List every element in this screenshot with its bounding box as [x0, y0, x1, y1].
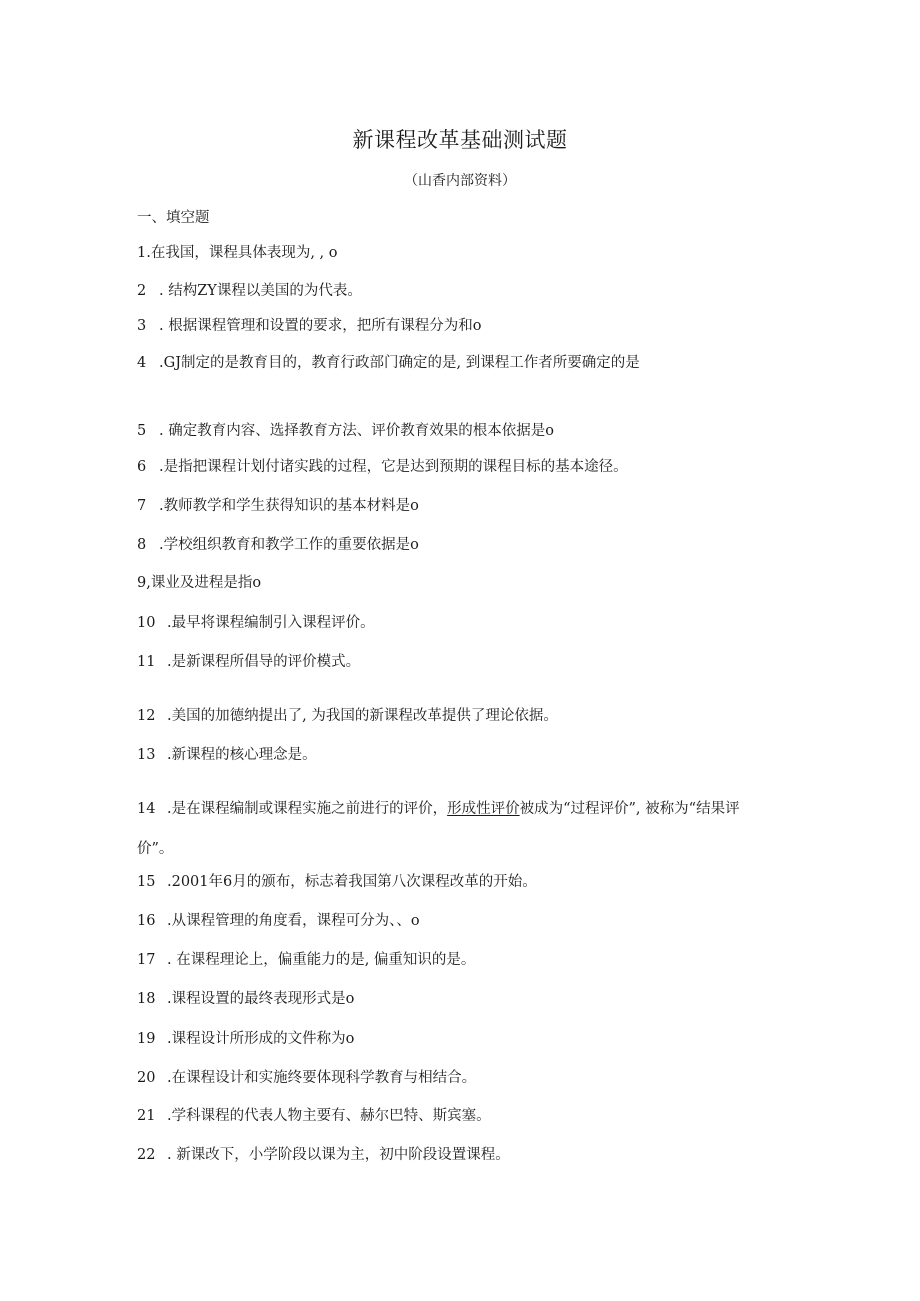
question-number: 7	[137, 498, 147, 514]
question-3	[137, 316, 777, 336]
question-text: .课程设置的最终表现形式是o	[167, 991, 355, 1007]
question-number: 8	[137, 537, 147, 553]
question-text: 课业及进程是指o	[150, 575, 262, 591]
question-number: 13	[137, 747, 156, 763]
question-number: 3	[137, 318, 147, 334]
question-text: .从课程管理的角度看，课程可分为、、o	[167, 913, 420, 929]
section-heading: 一、填空题	[137, 210, 210, 226]
question-2	[137, 281, 777, 301]
question-text: .学科课程的代表人物主要有、赫尔巴特、斯宾塞。	[167, 1108, 491, 1124]
question-13	[137, 745, 777, 765]
question-text: .美国的加德纳提出了, 为我国的新课程改革提供了理论依据。	[167, 708, 558, 724]
question-12	[137, 706, 777, 726]
question-19	[137, 1029, 777, 1049]
question-number: 11	[137, 654, 156, 670]
question-22	[137, 1145, 777, 1165]
question-16	[137, 911, 777, 931]
question-number: 22	[137, 1147, 156, 1163]
question-7	[137, 496, 777, 516]
question-number: 4	[137, 355, 147, 371]
document-title: 新课程改革基础测试题	[352, 128, 568, 152]
question-18	[137, 989, 777, 1009]
question-4	[137, 353, 777, 373]
question-10	[137, 613, 777, 633]
question-text: .在课程设计和实施终要体现科学教育与相结合。	[167, 1070, 477, 1086]
question-text: .是新课程所倡导的评价模式。	[167, 654, 361, 670]
document-subtitle: （山香内部资料）	[404, 173, 516, 189]
question-number: 18	[137, 991, 156, 1007]
question-8	[137, 535, 777, 555]
underlined-term: 形成性评价	[447, 801, 520, 817]
question-11	[137, 652, 777, 672]
question-number: 9,	[137, 575, 151, 591]
question-number: 14	[137, 801, 156, 817]
question-6	[137, 457, 777, 477]
question-number: 19	[137, 1031, 156, 1047]
question-17	[137, 950, 777, 970]
question-5	[137, 421, 777, 441]
question-number: 6	[137, 459, 147, 475]
question-text: 在我国，课程具体表现为, , o	[150, 245, 338, 261]
question-text: .最早将课程编制引入课程评价。	[167, 615, 375, 631]
question-text: . 根据课程管理和设置的要求，把所有课程分为和o	[159, 318, 482, 334]
question-text: .课程设计所形成的文件称为o	[167, 1031, 355, 1047]
question-text: . 新课改下，小学阶段以课为主，初中阶段设置课程。	[167, 1147, 510, 1163]
question-text: .是指把课程计划付诸实践的过程，它是达到预期的课程目标的基本途径。	[159, 459, 628, 475]
question-number: 5	[137, 423, 147, 439]
question-number: 10	[137, 615, 156, 631]
question-number: 1.	[137, 245, 151, 261]
question-14	[137, 789, 772, 869]
question-number: 17	[137, 952, 156, 968]
question-text: 被成为“过程评价”, 被称为“结果评价”。	[137, 801, 740, 857]
question-number: 15	[137, 874, 156, 890]
question-text: . 确定教育内容、选择教育方法、评价教育效果的根本依据是o	[159, 423, 554, 439]
question-text: .GJ制定的是教育目的，教育行政部门确定的是, 到课程工作者所要确定的是	[159, 355, 640, 371]
question-20	[137, 1068, 777, 1088]
question-text: .教师教学和学生获得知识的基本材料是o	[159, 498, 419, 514]
question-number: 2	[137, 283, 147, 299]
question-1	[137, 243, 777, 263]
question-text: .2001年6月的颁布，标志着我国第八次课程改革的开始。	[167, 874, 537, 890]
question-text: . 结构ZY课程以美国的为代表。	[159, 283, 362, 299]
question-number: 20	[137, 1070, 156, 1086]
question-number: 21	[137, 1108, 156, 1124]
question-text: .学校组织教育和教学工作的重要依据是o	[159, 537, 419, 553]
question-text: . 在课程理论上，偏重能力的是, 偏重知识的是。	[167, 952, 476, 968]
question-number: 16	[137, 913, 156, 929]
question-15	[137, 872, 777, 892]
question-number: 12	[137, 708, 156, 724]
question-9	[137, 573, 777, 593]
question-text: .新课程的核心理念是。	[167, 747, 317, 763]
question-21	[137, 1106, 777, 1126]
question-text: .是在课程编制或课程实施之前进行的评价，	[167, 801, 448, 817]
